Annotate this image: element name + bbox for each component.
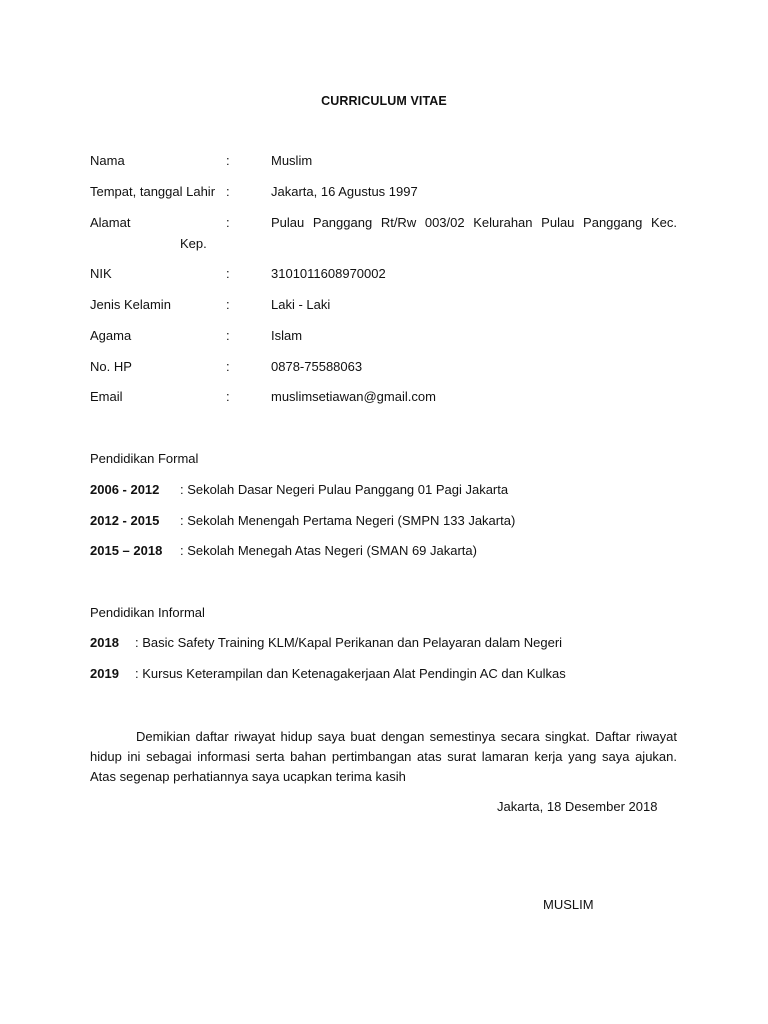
field-value-jenis-kelamin: Laki - Laki: [271, 297, 331, 312]
field-colon: :: [226, 266, 230, 281]
field-label-nik: NIK: [90, 266, 112, 281]
field-value-agama: Islam: [271, 328, 303, 343]
field-label-alamat: Alamat: [90, 215, 131, 230]
field-value-email: muslimsetiawan@gmail.com: [271, 389, 436, 404]
informal-education-desc: : Kursus Keterampilan dan Ketenagakerjaan Alat Pendingin AC dan Kulkas: [135, 666, 566, 681]
signature-name: MUSLIM: [543, 897, 594, 912]
field-label-email: Email: [90, 389, 123, 404]
field-value-nama: Muslim: [271, 153, 313, 168]
formal-education-years: 2012 - 2015: [90, 513, 160, 528]
formal-education-desc: : Sekolah Menegah Atas Negeri (SMAN 69 Jakarta): [180, 543, 477, 558]
field-value-nik: 3101011608970002: [271, 266, 386, 281]
field-colon: :: [226, 328, 230, 343]
formal-education-desc: : Sekolah Dasar Negeri Pulau Panggang 01 Pagi Jakarta: [180, 482, 509, 497]
formal-education-years: 2015 – 2018: [90, 543, 163, 558]
field-colon: :: [226, 184, 230, 199]
formal-education-heading: Pendidikan Formal: [90, 451, 199, 466]
informal-education-heading: Pendidikan Informal: [90, 605, 205, 620]
field-colon: :: [226, 297, 230, 312]
field-colon: :: [226, 359, 230, 374]
closing-paragraph: Demikian daftar riwayat hidup saya buat dengan semestinya secara singkat. Daftar riwayat hidup ini sebagai informasi serta bahan pertimbangan atas surat lamaran kerja yang saya ajukan. Atas segenap perhatiannya saya ucapkan terima kasih: [90, 729, 677, 784]
field-label-no-hp: No. HP: [90, 359, 132, 374]
field-value-no-hp: 0878-75588063: [271, 359, 363, 374]
formal-education-desc: : Sekolah Menengah Pertama Negeri (SMPN 133 Jakarta): [180, 513, 516, 528]
formal-education-years: 2006 - 2012: [90, 482, 160, 497]
informal-education-desc: : Basic Safety Training KLM/Kapal Perikanan dan Pelayaran dalam Negeri: [135, 635, 563, 650]
informal-education-year: 2018: [90, 635, 119, 650]
field-value-tempat-tanggal-lahir: Jakarta, 16 Agustus 1997: [271, 184, 418, 199]
field-label-nama: Nama: [90, 153, 125, 168]
informal-education-year: 2019: [90, 666, 119, 681]
place-and-date: Jakarta, 18 Desember 2018: [497, 799, 658, 814]
field-label-jenis-kelamin: Jenis Kelamin: [90, 297, 171, 312]
field-colon: :: [226, 153, 230, 168]
field-value-alamat: Pulau Panggang Rt/Rw 003/02 Kelurahan Pulau Panggang Kec.: [271, 215, 677, 230]
field-colon: :: [226, 215, 230, 230]
document-title: CURRICULUM VITAE: [321, 94, 447, 108]
field-colon: :: [226, 389, 230, 404]
field-value-alamat-continuation: Kep.: [180, 236, 207, 251]
closing-paragraph-block: [90, 727, 677, 787]
field-label-tempat-tanggal-lahir: Tempat, tanggal Lahir: [90, 184, 216, 199]
field-label-agama: Agama: [90, 328, 132, 343]
